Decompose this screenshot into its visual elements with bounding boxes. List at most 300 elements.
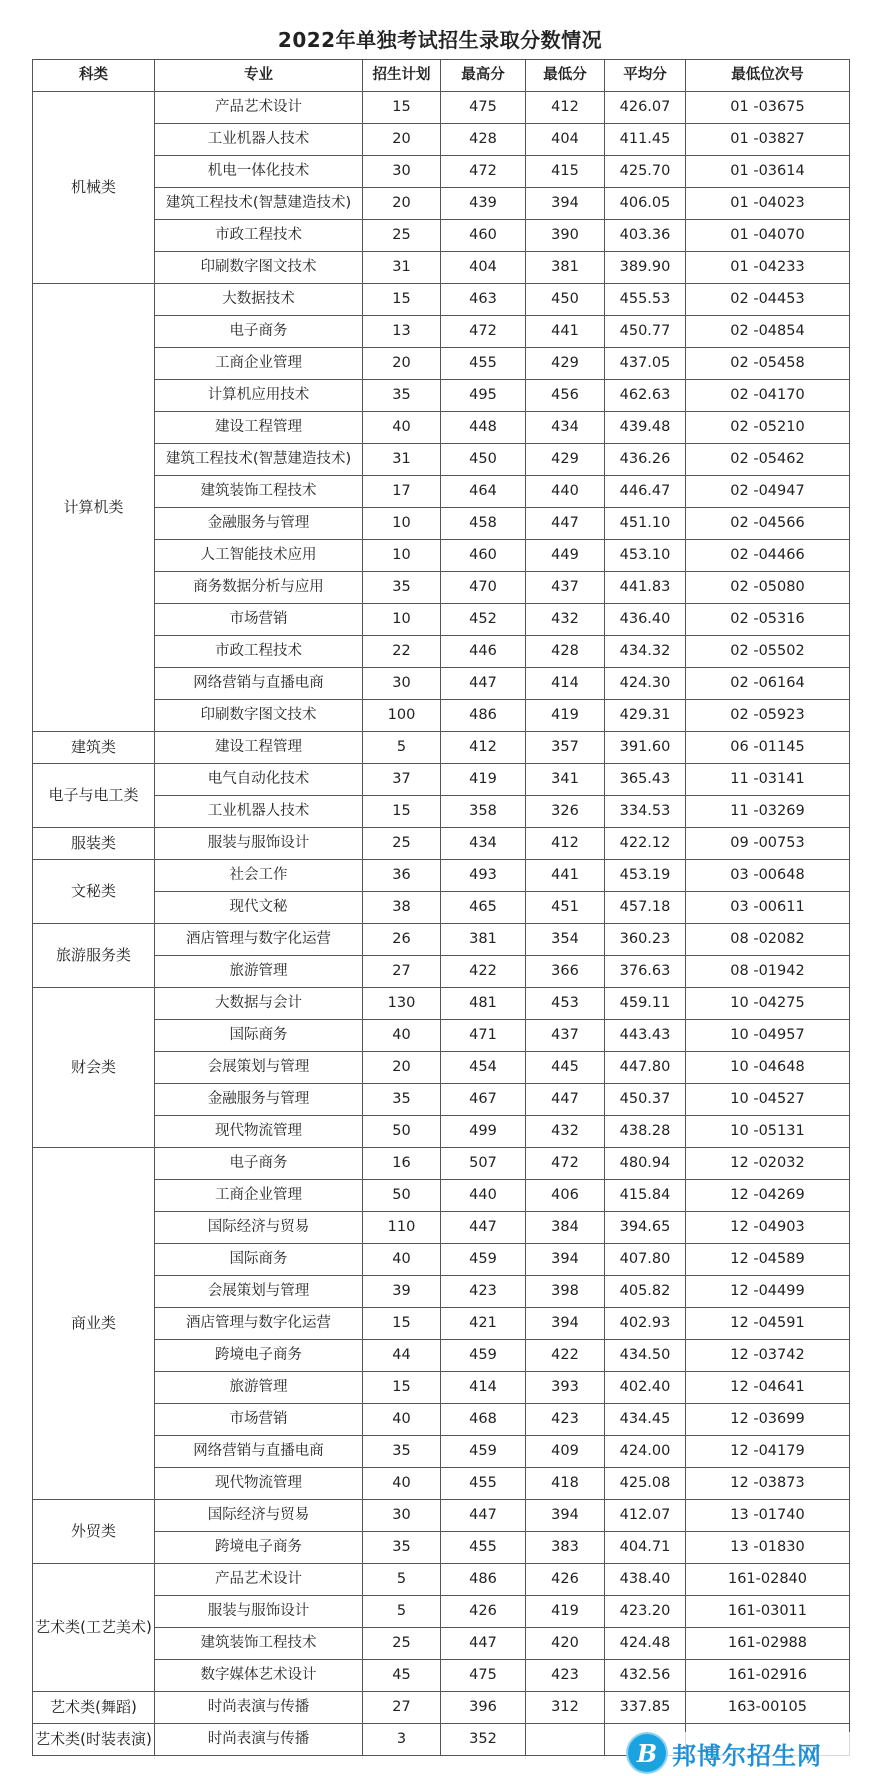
max-score-cell: 507 xyxy=(441,1148,526,1180)
major-cell: 市政工程技术 xyxy=(155,636,363,668)
avg-score-cell: 438.40 xyxy=(605,1564,686,1596)
min-score-cell: 428 xyxy=(526,636,605,668)
min-rank-cell: 02 -05462 xyxy=(686,444,850,476)
avg-score-cell: 360.23 xyxy=(605,924,686,956)
table-row xyxy=(33,1148,850,1180)
avg-score-cell: 453.19 xyxy=(605,860,686,892)
avg-score-cell: 441.83 xyxy=(605,572,686,604)
min-score-cell: 453 xyxy=(526,988,605,1020)
major-cell: 市场营销 xyxy=(155,604,363,636)
avg-score-cell: 434.50 xyxy=(605,1340,686,1372)
max-score-cell: 472 xyxy=(441,156,526,188)
plan-cell: 5 xyxy=(363,1564,441,1596)
major-cell: 国际商务 xyxy=(155,1020,363,1052)
watermark xyxy=(628,1732,876,1774)
major-cell: 产品艺术设计 xyxy=(155,92,363,124)
min-score-cell: 312 xyxy=(526,1692,605,1724)
avg-score-cell: 423.20 xyxy=(605,1596,686,1628)
max-score-cell: 422 xyxy=(441,956,526,988)
table-row xyxy=(33,1692,850,1724)
min-score-cell: 429 xyxy=(526,444,605,476)
min-rank-cell: 12 -03873 xyxy=(686,1468,850,1500)
plan-cell: 39 xyxy=(363,1276,441,1308)
watermark-logo-icon: B xyxy=(628,1734,666,1772)
min-score-cell: 341 xyxy=(526,764,605,796)
plan-cell: 30 xyxy=(363,1500,441,1532)
plan-cell: 25 xyxy=(363,828,441,860)
min-score-cell: 412 xyxy=(526,828,605,860)
table-row xyxy=(33,1628,850,1660)
category-cell: 建筑类 xyxy=(33,732,155,764)
min-rank-cell: 03 -00611 xyxy=(686,892,850,924)
table-row xyxy=(33,1052,850,1084)
max-score-cell: 455 xyxy=(441,1532,526,1564)
plan-cell: 15 xyxy=(363,92,441,124)
min-rank-cell: 13 -01740 xyxy=(686,1500,850,1532)
max-score-cell: 468 xyxy=(441,1404,526,1436)
min-score-cell: 423 xyxy=(526,1404,605,1436)
avg-score-cell: 424.48 xyxy=(605,1628,686,1660)
min-score-cell: 419 xyxy=(526,700,605,732)
min-rank-cell: 10 -04957 xyxy=(686,1020,850,1052)
category-cell: 商业类 xyxy=(33,1148,155,1500)
watermark-text: 邦博尔招生网 xyxy=(672,1741,822,1770)
table-row xyxy=(33,636,850,668)
min-score-cell: 450 xyxy=(526,284,605,316)
table-row xyxy=(33,380,850,412)
plan-cell: 36 xyxy=(363,860,441,892)
min-rank-cell: 161-02916 xyxy=(686,1660,850,1692)
category-cell: 服装类 xyxy=(33,828,155,860)
max-score-cell: 452 xyxy=(441,604,526,636)
plan-cell: 40 xyxy=(363,1404,441,1436)
header-category: 科类 xyxy=(33,60,155,92)
table-row xyxy=(33,1500,850,1532)
table-row xyxy=(33,1084,850,1116)
plan-cell: 35 xyxy=(363,572,441,604)
min-score-cell: 445 xyxy=(526,1052,605,1084)
header-max-score: 最高分 xyxy=(441,60,526,92)
table-row xyxy=(33,1276,850,1308)
min-rank-cell: 12 -04591 xyxy=(686,1308,850,1340)
major-cell: 数字媒体艺术设计 xyxy=(155,1660,363,1692)
max-score-cell: 404 xyxy=(441,252,526,284)
min-score-cell: 381 xyxy=(526,252,605,284)
max-score-cell: 467 xyxy=(441,1084,526,1116)
avg-score-cell: 334.53 xyxy=(605,796,686,828)
major-cell: 国际经济与贸易 xyxy=(155,1500,363,1532)
avg-score-cell: 455.53 xyxy=(605,284,686,316)
header-avg-score: 平均分 xyxy=(605,60,686,92)
plan-cell: 50 xyxy=(363,1116,441,1148)
avg-score-cell: 415.84 xyxy=(605,1180,686,1212)
table-row xyxy=(33,220,850,252)
major-cell: 网络营销与直播电商 xyxy=(155,1436,363,1468)
table-row xyxy=(33,1468,850,1500)
min-score-cell: 432 xyxy=(526,1116,605,1148)
min-rank-cell: 12 -04499 xyxy=(686,1276,850,1308)
min-score-cell: 326 xyxy=(526,796,605,828)
max-score-cell: 421 xyxy=(441,1308,526,1340)
table-row xyxy=(33,1180,850,1212)
plan-cell: 40 xyxy=(363,1468,441,1500)
table-row xyxy=(33,92,850,124)
max-score-cell: 471 xyxy=(441,1020,526,1052)
avg-score-cell: 402.93 xyxy=(605,1308,686,1340)
major-cell: 建筑装饰工程技术 xyxy=(155,476,363,508)
plan-cell: 27 xyxy=(363,1692,441,1724)
major-cell: 大数据技术 xyxy=(155,284,363,316)
max-score-cell: 454 xyxy=(441,1052,526,1084)
min-rank-cell: 03 -00648 xyxy=(686,860,850,892)
table-row xyxy=(33,508,850,540)
plan-cell: 22 xyxy=(363,636,441,668)
max-score-cell: 481 xyxy=(441,988,526,1020)
max-score-cell: 460 xyxy=(441,540,526,572)
min-rank-cell: 02 -05210 xyxy=(686,412,850,444)
max-score-cell: 459 xyxy=(441,1340,526,1372)
plan-cell: 40 xyxy=(363,412,441,444)
avg-score-cell: 407.80 xyxy=(605,1244,686,1276)
max-score-cell: 426 xyxy=(441,1596,526,1628)
table-row xyxy=(33,956,850,988)
plan-cell: 45 xyxy=(363,1660,441,1692)
major-cell: 国际经济与贸易 xyxy=(155,1212,363,1244)
min-rank-cell: 06 -01145 xyxy=(686,732,850,764)
min-score-cell: 456 xyxy=(526,380,605,412)
max-score-cell: 475 xyxy=(441,1660,526,1692)
max-score-cell: 450 xyxy=(441,444,526,476)
major-cell: 电子商务 xyxy=(155,1148,363,1180)
plan-cell: 5 xyxy=(363,732,441,764)
avg-score-cell: 405.82 xyxy=(605,1276,686,1308)
major-cell: 电气自动化技术 xyxy=(155,764,363,796)
max-score-cell: 499 xyxy=(441,1116,526,1148)
avg-score-cell: 436.26 xyxy=(605,444,686,476)
avg-score-cell: 403.36 xyxy=(605,220,686,252)
major-cell: 建筑工程技术(智慧建造技术) xyxy=(155,444,363,476)
min-rank-cell: 12 -04589 xyxy=(686,1244,850,1276)
major-cell: 建设工程管理 xyxy=(155,732,363,764)
major-cell: 市政工程技术 xyxy=(155,220,363,252)
major-cell: 金融服务与管理 xyxy=(155,1084,363,1116)
min-score-cell: 418 xyxy=(526,1468,605,1500)
table-row xyxy=(33,316,850,348)
plan-cell: 35 xyxy=(363,380,441,412)
min-score-cell: 390 xyxy=(526,220,605,252)
avg-score-cell: 447.80 xyxy=(605,1052,686,1084)
min-score-cell: 451 xyxy=(526,892,605,924)
avg-score-cell: 394.65 xyxy=(605,1212,686,1244)
min-rank-cell: 02 -05080 xyxy=(686,572,850,604)
avg-score-cell: 429.31 xyxy=(605,700,686,732)
min-rank-cell: 12 -04903 xyxy=(686,1212,850,1244)
major-cell: 酒店管理与数字化运营 xyxy=(155,1308,363,1340)
table-row xyxy=(33,124,850,156)
min-rank-cell: 01 -04233 xyxy=(686,252,850,284)
table-row xyxy=(33,284,850,316)
table-row xyxy=(33,540,850,572)
plan-cell: 35 xyxy=(363,1084,441,1116)
max-score-cell: 459 xyxy=(441,1436,526,1468)
max-score-cell: 465 xyxy=(441,892,526,924)
plan-cell: 38 xyxy=(363,892,441,924)
max-score-cell: 458 xyxy=(441,508,526,540)
plan-cell: 100 xyxy=(363,700,441,732)
major-cell: 市场营销 xyxy=(155,1404,363,1436)
max-score-cell: 352 xyxy=(441,1724,526,1756)
min-score-cell: 447 xyxy=(526,508,605,540)
table-row xyxy=(33,476,850,508)
min-rank-cell: 08 -01942 xyxy=(686,956,850,988)
max-score-cell: 439 xyxy=(441,188,526,220)
min-score-cell: 440 xyxy=(526,476,605,508)
min-score-cell: 437 xyxy=(526,1020,605,1052)
major-cell: 建设工程管理 xyxy=(155,412,363,444)
major-cell: 金融服务与管理 xyxy=(155,508,363,540)
min-score-cell: 357 xyxy=(526,732,605,764)
category-cell: 机械类 xyxy=(33,92,155,284)
min-rank-cell: 02 -06164 xyxy=(686,668,850,700)
avg-score-cell: 438.28 xyxy=(605,1116,686,1148)
plan-cell: 10 xyxy=(363,540,441,572)
table-row xyxy=(33,892,850,924)
avg-score-cell: 406.05 xyxy=(605,188,686,220)
avg-score-cell: 434.45 xyxy=(605,1404,686,1436)
max-score-cell: 446 xyxy=(441,636,526,668)
plan-cell: 27 xyxy=(363,956,441,988)
table-row xyxy=(33,604,850,636)
max-score-cell: 463 xyxy=(441,284,526,316)
avg-score-cell: 389.90 xyxy=(605,252,686,284)
avg-score-cell: 376.63 xyxy=(605,956,686,988)
avg-score-cell: 437.05 xyxy=(605,348,686,380)
max-score-cell: 414 xyxy=(441,1372,526,1404)
min-rank-cell: 10 -04648 xyxy=(686,1052,850,1084)
min-score-cell: 393 xyxy=(526,1372,605,1404)
max-score-cell: 486 xyxy=(441,700,526,732)
min-score-cell: 429 xyxy=(526,348,605,380)
table-row xyxy=(33,796,850,828)
min-score-cell: 423 xyxy=(526,1660,605,1692)
table-row xyxy=(33,348,850,380)
major-cell: 会展策划与管理 xyxy=(155,1052,363,1084)
avg-score-cell: 422.12 xyxy=(605,828,686,860)
min-rank-cell: 01 -04070 xyxy=(686,220,850,252)
plan-cell: 20 xyxy=(363,124,441,156)
plan-cell: 10 xyxy=(363,508,441,540)
max-score-cell: 447 xyxy=(441,1212,526,1244)
table-row xyxy=(33,156,850,188)
category-cell: 外贸类 xyxy=(33,1500,155,1564)
avg-score-cell: 411.45 xyxy=(605,124,686,156)
table-row xyxy=(33,1308,850,1340)
major-cell: 电子商务 xyxy=(155,316,363,348)
max-score-cell: 412 xyxy=(441,732,526,764)
major-cell: 酒店管理与数字化运营 xyxy=(155,924,363,956)
max-score-cell: 440 xyxy=(441,1180,526,1212)
major-cell: 现代物流管理 xyxy=(155,1468,363,1500)
header-plan: 招生计划 xyxy=(363,60,441,92)
major-cell: 印刷数字图文技术 xyxy=(155,700,363,732)
category-cell: 文秘类 xyxy=(33,860,155,924)
max-score-cell: 448 xyxy=(441,412,526,444)
plan-cell: 15 xyxy=(363,1308,441,1340)
major-cell: 时尚表演与传播 xyxy=(155,1724,363,1756)
category-cell: 财会类 xyxy=(33,988,155,1148)
avg-score-cell: 451.10 xyxy=(605,508,686,540)
avg-score-cell: 446.47 xyxy=(605,476,686,508)
plan-cell: 25 xyxy=(363,1628,441,1660)
avg-score-cell: 432.56 xyxy=(605,1660,686,1692)
max-score-cell: 495 xyxy=(441,380,526,412)
plan-cell: 30 xyxy=(363,668,441,700)
major-cell: 建筑装饰工程技术 xyxy=(155,1628,363,1660)
max-score-cell: 423 xyxy=(441,1276,526,1308)
min-score-cell: 434 xyxy=(526,412,605,444)
plan-cell: 31 xyxy=(363,252,441,284)
header-major: 专业 xyxy=(155,60,363,92)
avg-score-cell: 402.40 xyxy=(605,1372,686,1404)
major-cell: 国际商务 xyxy=(155,1244,363,1276)
min-score-cell: 447 xyxy=(526,1084,605,1116)
min-score-cell: 394 xyxy=(526,1500,605,1532)
min-score-cell: 414 xyxy=(526,668,605,700)
plan-cell: 5 xyxy=(363,1596,441,1628)
min-score-cell: 384 xyxy=(526,1212,605,1244)
min-score-cell: 409 xyxy=(526,1436,605,1468)
min-score-cell: 394 xyxy=(526,188,605,220)
plan-cell: 40 xyxy=(363,1244,441,1276)
max-score-cell: 447 xyxy=(441,1500,526,1532)
table-row xyxy=(33,1660,850,1692)
major-cell: 跨境电子商务 xyxy=(155,1532,363,1564)
avg-score-cell: 439.48 xyxy=(605,412,686,444)
avg-score-cell: 424.30 xyxy=(605,668,686,700)
min-rank-cell: 12 -04179 xyxy=(686,1436,850,1468)
max-score-cell: 434 xyxy=(441,828,526,860)
plan-cell: 35 xyxy=(363,1436,441,1468)
table-row xyxy=(33,924,850,956)
min-score-cell: 441 xyxy=(526,316,605,348)
plan-cell: 30 xyxy=(363,156,441,188)
table-row xyxy=(33,1244,850,1276)
max-score-cell: 358 xyxy=(441,796,526,828)
min-score-cell: 426 xyxy=(526,1564,605,1596)
min-rank-cell: 12 -04641 xyxy=(686,1372,850,1404)
min-score-cell: 383 xyxy=(526,1532,605,1564)
major-cell: 产品艺术设计 xyxy=(155,1564,363,1596)
plan-cell: 40 xyxy=(363,1020,441,1052)
min-rank-cell: 02 -05458 xyxy=(686,348,850,380)
max-score-cell: 470 xyxy=(441,572,526,604)
table-row xyxy=(33,1532,850,1564)
plan-cell: 20 xyxy=(363,1052,441,1084)
min-score-cell: 394 xyxy=(526,1244,605,1276)
major-cell: 印刷数字图文技术 xyxy=(155,252,363,284)
min-rank-cell: 02 -04566 xyxy=(686,508,850,540)
plan-cell: 20 xyxy=(363,348,441,380)
min-rank-cell: 01 -04023 xyxy=(686,188,850,220)
plan-cell: 37 xyxy=(363,764,441,796)
avg-score-cell: 443.43 xyxy=(605,1020,686,1052)
major-cell: 计算机应用技术 xyxy=(155,380,363,412)
plan-cell: 44 xyxy=(363,1340,441,1372)
min-rank-cell: 13 -01830 xyxy=(686,1532,850,1564)
min-rank-cell: 01 -03675 xyxy=(686,92,850,124)
major-cell: 服装与服饰设计 xyxy=(155,828,363,860)
min-score-cell: 472 xyxy=(526,1148,605,1180)
table-row xyxy=(33,700,850,732)
min-rank-cell: 02 -05502 xyxy=(686,636,850,668)
avg-score-cell: 337.85 xyxy=(605,1692,686,1724)
major-cell: 建筑工程技术(智慧建造技术) xyxy=(155,188,363,220)
min-score-cell: 441 xyxy=(526,860,605,892)
min-rank-cell: 12 -04269 xyxy=(686,1180,850,1212)
page-title: 2022年单独考试招生录取分数情况 xyxy=(277,28,603,52)
avg-score-cell: 425.70 xyxy=(605,156,686,188)
min-rank-cell: 161-02840 xyxy=(686,1564,850,1596)
min-score-cell: 354 xyxy=(526,924,605,956)
avg-score-cell: 453.10 xyxy=(605,540,686,572)
avg-score-cell: 462.63 xyxy=(605,380,686,412)
avg-score-cell: 457.18 xyxy=(605,892,686,924)
avg-score-cell: 424.00 xyxy=(605,1436,686,1468)
min-rank-cell: 02 -05923 xyxy=(686,700,850,732)
header-min-rank: 最低位次号 xyxy=(686,60,850,92)
plan-cell: 3 xyxy=(363,1724,441,1756)
plan-cell: 20 xyxy=(363,188,441,220)
major-cell: 跨境电子商务 xyxy=(155,1340,363,1372)
table-row xyxy=(33,1116,850,1148)
min-rank-cell: 10 -05131 xyxy=(686,1116,850,1148)
major-cell: 旅游管理 xyxy=(155,956,363,988)
max-score-cell: 464 xyxy=(441,476,526,508)
plan-cell: 25 xyxy=(363,220,441,252)
table-row xyxy=(33,1596,850,1628)
major-cell: 时尚表演与传播 xyxy=(155,1692,363,1724)
max-score-cell: 486 xyxy=(441,1564,526,1596)
major-cell: 旅游管理 xyxy=(155,1372,363,1404)
major-cell: 网络营销与直播电商 xyxy=(155,668,363,700)
table-row xyxy=(33,988,850,1020)
max-score-cell: 447 xyxy=(441,668,526,700)
plan-cell: 35 xyxy=(363,1532,441,1564)
min-rank-cell: 09 -00753 xyxy=(686,828,850,860)
plan-cell: 15 xyxy=(363,284,441,316)
table-row xyxy=(33,1212,850,1244)
min-rank-cell: 10 -04275 xyxy=(686,988,850,1020)
avg-score-cell: 459.11 xyxy=(605,988,686,1020)
max-score-cell: 381 xyxy=(441,924,526,956)
min-score-cell: 406 xyxy=(526,1180,605,1212)
table-row xyxy=(33,860,850,892)
table-header-row xyxy=(33,60,850,92)
table-row xyxy=(33,444,850,476)
table-row xyxy=(33,1340,850,1372)
major-cell: 现代物流管理 xyxy=(155,1116,363,1148)
min-rank-cell: 01 -03614 xyxy=(686,156,850,188)
avg-score-cell: 365.43 xyxy=(605,764,686,796)
table-row xyxy=(33,1372,850,1404)
min-rank-cell: 161-03011 xyxy=(686,1596,850,1628)
plan-cell: 26 xyxy=(363,924,441,956)
table-row xyxy=(33,252,850,284)
table-row xyxy=(33,828,850,860)
avg-score-cell: 450.37 xyxy=(605,1084,686,1116)
avg-score-cell: 450.77 xyxy=(605,316,686,348)
min-score-cell: 420 xyxy=(526,1628,605,1660)
